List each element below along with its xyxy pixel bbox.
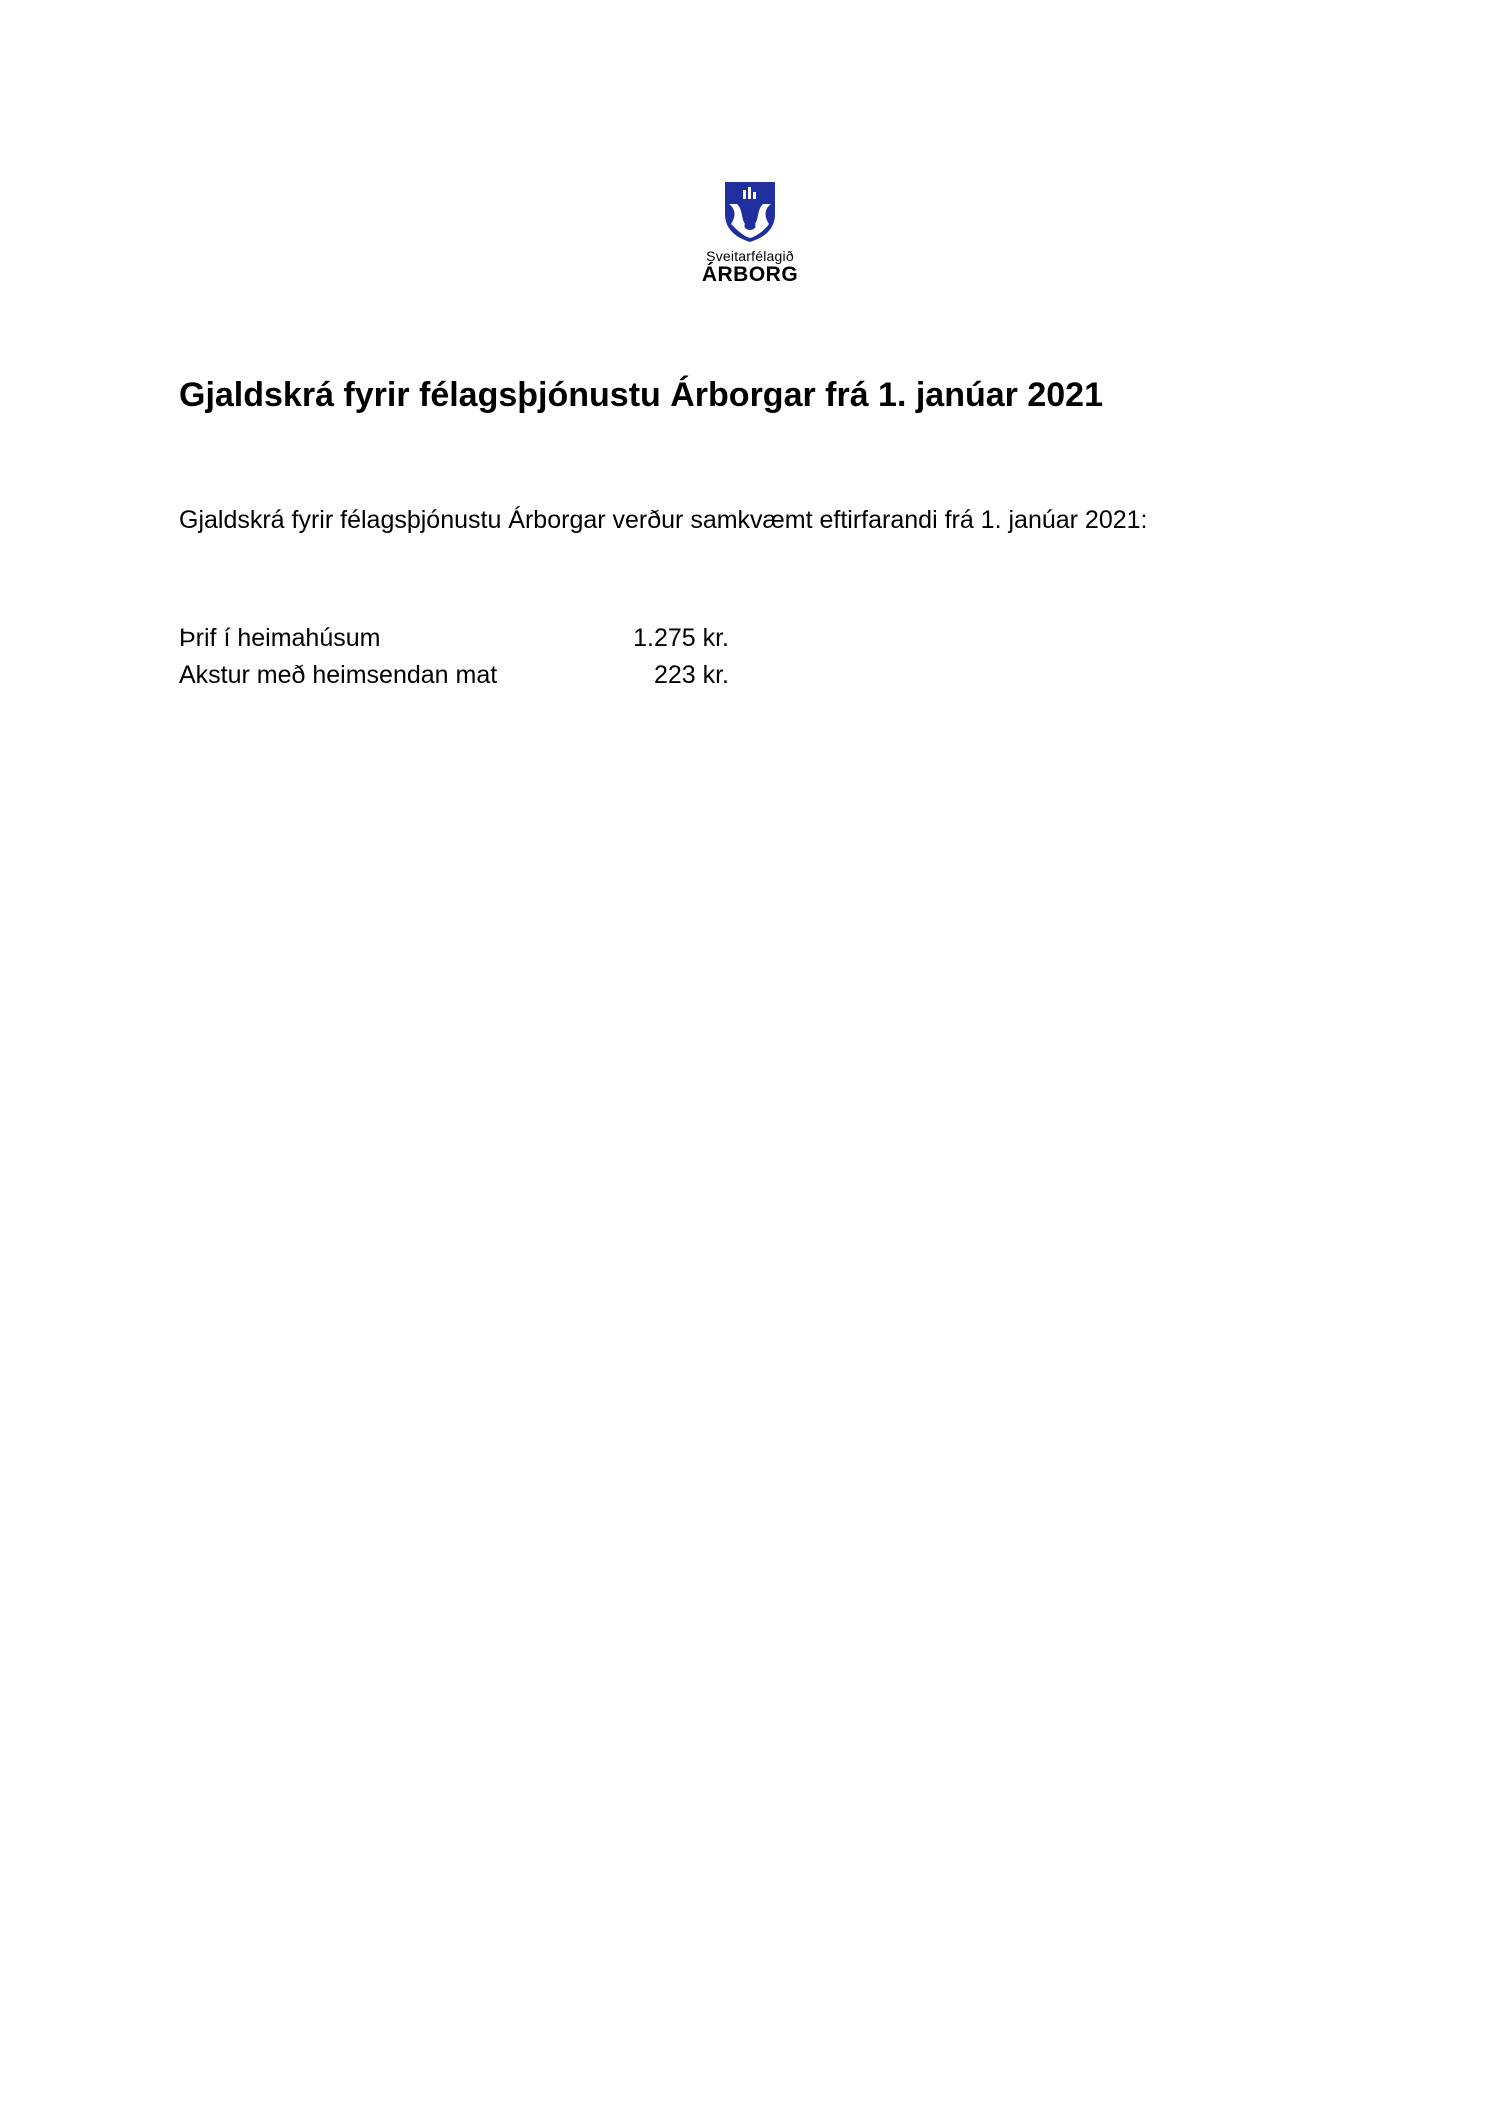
fee-list [179, 620, 729, 694]
fee-name: Þrif í heimahúsum [179, 624, 381, 652]
fee-amount: 1.275 kr. [633, 624, 729, 652]
fee-name: Akstur með heimsendan mat [179, 661, 498, 689]
fee-row [179, 620, 729, 657]
fee-amount: 223 kr. [653, 661, 729, 689]
fee-row [179, 657, 729, 694]
logo-bottom-text: ÁRBORG [701, 263, 799, 286]
intro-paragraph: Gjaldskrá fyrir félagsþjónustu Árborgar verður samkvæmt eftirfarandi frá 1. janúar 2021: [179, 506, 1148, 534]
document-title: Gjaldskrá fyrir félagsþjónustu Árborgar frá 1. janúar 2021 [179, 376, 1103, 414]
municipality-logo [690, 180, 810, 286]
shield-crest-icon [723, 180, 777, 244]
logo-top-text: Sveitarfélagið [706, 248, 794, 264]
